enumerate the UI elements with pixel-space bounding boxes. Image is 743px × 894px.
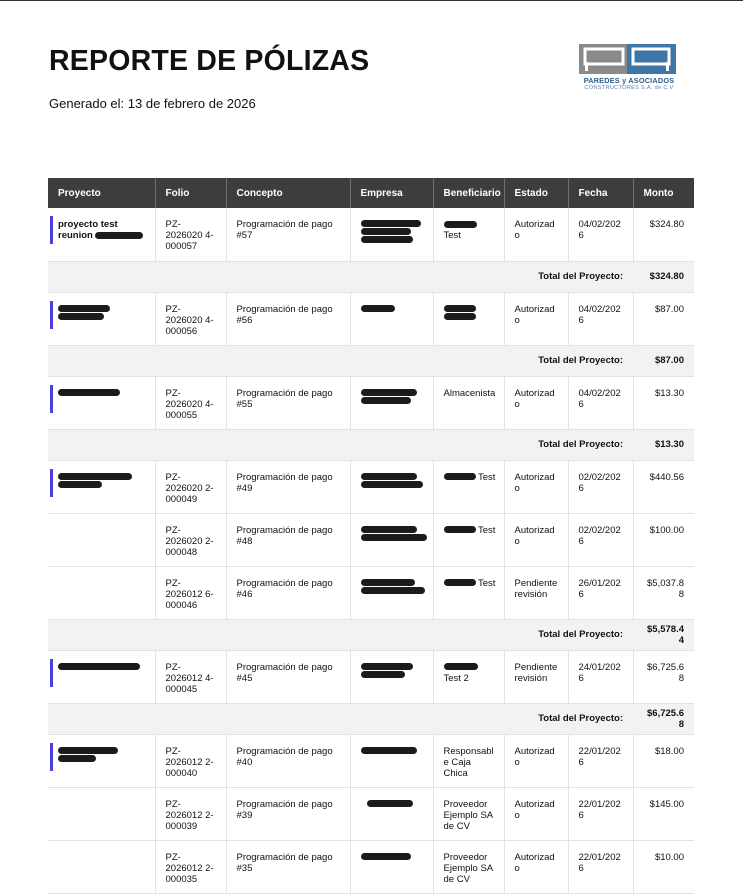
total-value: $87.00 — [633, 345, 694, 376]
redaction-mark — [444, 579, 476, 586]
cell-proyecto — [48, 787, 155, 840]
cell-proyecto — [48, 292, 155, 345]
cell-estado: Autorizado — [504, 840, 568, 893]
cell-folio: PZ-2026020 2-000049 — [155, 460, 226, 513]
total-label: Total del Proyecto: — [48, 619, 633, 650]
project-total-row — [48, 261, 694, 292]
redaction-mark — [361, 671, 405, 678]
redaction-mark — [367, 800, 413, 807]
cell-monto: $324.80 — [633, 208, 694, 261]
cell-fecha: 04/02/2026 — [568, 376, 633, 429]
redaction-mark — [58, 305, 110, 312]
redaction-mark — [444, 221, 477, 228]
redaction-mark — [361, 473, 417, 480]
cell-proyecto — [48, 513, 155, 566]
table-row — [48, 376, 694, 429]
cell-monto: $5,037.88 — [633, 566, 694, 619]
redaction-mark — [361, 853, 411, 860]
cell-folio: PZ-2026012 4-000045 — [155, 650, 226, 703]
redaction-mark — [361, 220, 421, 227]
cell-beneficiario: Test — [433, 208, 504, 261]
total-label: Total del Proyecto: — [48, 703, 633, 734]
redaction-mark — [444, 526, 476, 533]
cell-fecha: 26/01/2026 — [568, 566, 633, 619]
cell-fecha: 04/02/2026 — [568, 208, 633, 261]
cell-concepto: Programación de pago #35 — [226, 840, 350, 893]
redaction-mark — [361, 481, 423, 488]
cell-estado: Autorizado — [504, 787, 568, 840]
logo-mark-icon — [579, 44, 676, 74]
cell-folio: PZ-2026012 2-000035 — [155, 840, 226, 893]
table-row — [48, 787, 694, 840]
cell-concepto: Programación de pago #39 — [226, 787, 350, 840]
logo-company-subtitle: CONSTRUCTORES S.A. de C.V — [584, 85, 674, 91]
cell-monto: $10.00 — [633, 840, 694, 893]
redaction-mark — [58, 747, 118, 754]
company-logo — [579, 44, 679, 94]
table-row — [48, 650, 694, 703]
table-row — [48, 460, 694, 513]
redaction-mark — [361, 305, 395, 312]
cell-empresa — [350, 292, 433, 345]
cell-empresa — [350, 787, 433, 840]
cell-estado: Autorizado — [504, 734, 568, 787]
header-estado: Estado — [504, 178, 568, 208]
header-fecha: Fecha — [568, 178, 633, 208]
cell-fecha: 02/02/2026 — [568, 513, 633, 566]
cell-monto: $145.00 — [633, 787, 694, 840]
header-empresa: Empresa — [350, 178, 433, 208]
redaction-mark — [361, 389, 417, 396]
total-label: Total del Proyecto: — [48, 345, 633, 376]
total-value: $5,578.44 — [633, 619, 694, 650]
redaction-mark — [58, 389, 120, 396]
cell-beneficiario — [433, 292, 504, 345]
cell-monto: $13.30 — [633, 376, 694, 429]
cell-fecha: 22/01/2026 — [568, 734, 633, 787]
cell-proyecto — [48, 734, 155, 787]
total-value: $13.30 — [633, 429, 694, 460]
cell-empresa — [350, 460, 433, 513]
redaction-mark — [444, 305, 476, 312]
cell-concepto: Programación de pago #46 — [226, 566, 350, 619]
header-folio: Folio — [155, 178, 226, 208]
cell-monto: $18.00 — [633, 734, 694, 787]
cell-empresa — [350, 566, 433, 619]
cell-empresa — [350, 513, 433, 566]
redaction-mark — [361, 534, 427, 541]
redaction-mark — [444, 313, 476, 320]
redaction-mark — [361, 747, 417, 754]
cell-concepto: Programación de pago #56 — [226, 292, 350, 345]
cell-folio: PZ-2026020 4-000056 — [155, 292, 226, 345]
cell-estado: Pendiente revisión — [504, 650, 568, 703]
cell-folio: PZ-2026012 2-000040 — [155, 734, 226, 787]
cell-empresa — [350, 840, 433, 893]
redaction-mark — [58, 663, 140, 670]
cell-concepto: Programación de pago #48 — [226, 513, 350, 566]
header-monto: Monto — [633, 178, 694, 208]
cell-folio: PZ-2026020 2-000048 — [155, 513, 226, 566]
total-value: $324.80 — [633, 261, 694, 292]
cell-concepto: Programación de pago #45 — [226, 650, 350, 703]
cell-folio: PZ-2026012 6-000046 — [155, 566, 226, 619]
cell-empresa — [350, 376, 433, 429]
cell-fecha: 24/01/2026 — [568, 650, 633, 703]
redaction-mark — [444, 663, 478, 670]
cell-beneficiario: Test — [433, 460, 504, 513]
redaction-mark — [361, 526, 417, 533]
header-concepto: Concepto — [226, 178, 350, 208]
cell-proyecto — [48, 840, 155, 893]
cell-beneficiario: Proveedor Ejemplo SA de CV — [433, 787, 504, 840]
cell-estado: Autorizado — [504, 376, 568, 429]
redaction-mark — [361, 579, 415, 586]
cell-folio: PZ-2026012 2-000039 — [155, 787, 226, 840]
cell-proyecto — [48, 376, 155, 429]
table-row — [48, 840, 694, 893]
project-total-row — [48, 345, 694, 376]
cell-proyecto: proyecto test reunion — [48, 208, 155, 261]
redaction-mark — [361, 663, 413, 670]
cell-empresa — [350, 208, 433, 261]
table-row — [48, 566, 694, 619]
project-total-row — [48, 703, 694, 734]
report-title: REPORTE DE PÓLIZAS — [49, 45, 370, 77]
header-beneficiario: Beneficiario — [433, 178, 504, 208]
cell-estado: Autorizado — [504, 208, 568, 261]
cell-estado: Pendiente revisión — [504, 566, 568, 619]
redaction-mark — [361, 236, 413, 243]
table-header-row — [48, 178, 694, 208]
cell-beneficiario: Almacenista — [433, 376, 504, 429]
redaction-mark — [58, 313, 104, 320]
redaction-mark — [361, 587, 425, 594]
redaction-mark — [58, 473, 132, 480]
project-total-row — [48, 429, 694, 460]
cell-beneficiario: Responsable Caja Chica — [433, 734, 504, 787]
cell-concepto: Programación de pago #57 — [226, 208, 350, 261]
cell-proyecto — [48, 460, 155, 513]
cell-beneficiario: Test — [433, 513, 504, 566]
cell-proyecto — [48, 566, 155, 619]
redaction-mark — [361, 397, 411, 404]
logo-company-name: PAREDES y ASOCIADOS — [583, 76, 675, 85]
cell-concepto: Programación de pago #55 — [226, 376, 350, 429]
policies-table — [48, 178, 694, 894]
cell-fecha: 02/02/2026 — [568, 460, 633, 513]
total-label: Total del Proyecto: — [48, 429, 633, 460]
cell-monto: $6,725.68 — [633, 650, 694, 703]
table-row — [48, 513, 694, 566]
header-proyecto: Proyecto — [48, 178, 155, 208]
cell-fecha: 04/02/2026 — [568, 292, 633, 345]
cell-concepto: Programación de pago #49 — [226, 460, 350, 513]
cell-beneficiario: Test 2 — [433, 650, 504, 703]
cell-estado: Autorizado — [504, 292, 568, 345]
cell-monto: $100.00 — [633, 513, 694, 566]
cell-fecha: 22/01/2026 — [568, 787, 633, 840]
cell-folio: PZ-2026020 4-000057 — [155, 208, 226, 261]
cell-fecha: 22/01/2026 — [568, 840, 633, 893]
cell-concepto: Programación de pago #40 — [226, 734, 350, 787]
cell-empresa — [350, 650, 433, 703]
generated-date: Generado el: 13 de febrero de 2026 — [49, 96, 256, 111]
redaction-mark — [58, 755, 96, 762]
cell-estado: Autorizado — [504, 460, 568, 513]
cell-beneficiario: Proveedor Ejemplo SA de CV — [433, 840, 504, 893]
cell-monto: $87.00 — [633, 292, 694, 345]
cell-monto: $440.56 — [633, 460, 694, 513]
total-label: Total del Proyecto: — [48, 261, 633, 292]
cell-empresa — [350, 734, 433, 787]
cell-estado: Autorizado — [504, 513, 568, 566]
redaction-mark — [361, 228, 411, 235]
project-total-row — [48, 619, 694, 650]
total-value: $6,725.68 — [633, 703, 694, 734]
cell-proyecto — [48, 650, 155, 703]
redaction-mark — [58, 481, 102, 488]
table-row — [48, 734, 694, 787]
cell-beneficiario: Test — [433, 566, 504, 619]
redaction-mark — [444, 473, 476, 480]
cell-folio: PZ-2026020 4-000055 — [155, 376, 226, 429]
redaction-mark — [95, 232, 143, 239]
table-row — [48, 292, 694, 345]
table-row — [48, 208, 694, 261]
